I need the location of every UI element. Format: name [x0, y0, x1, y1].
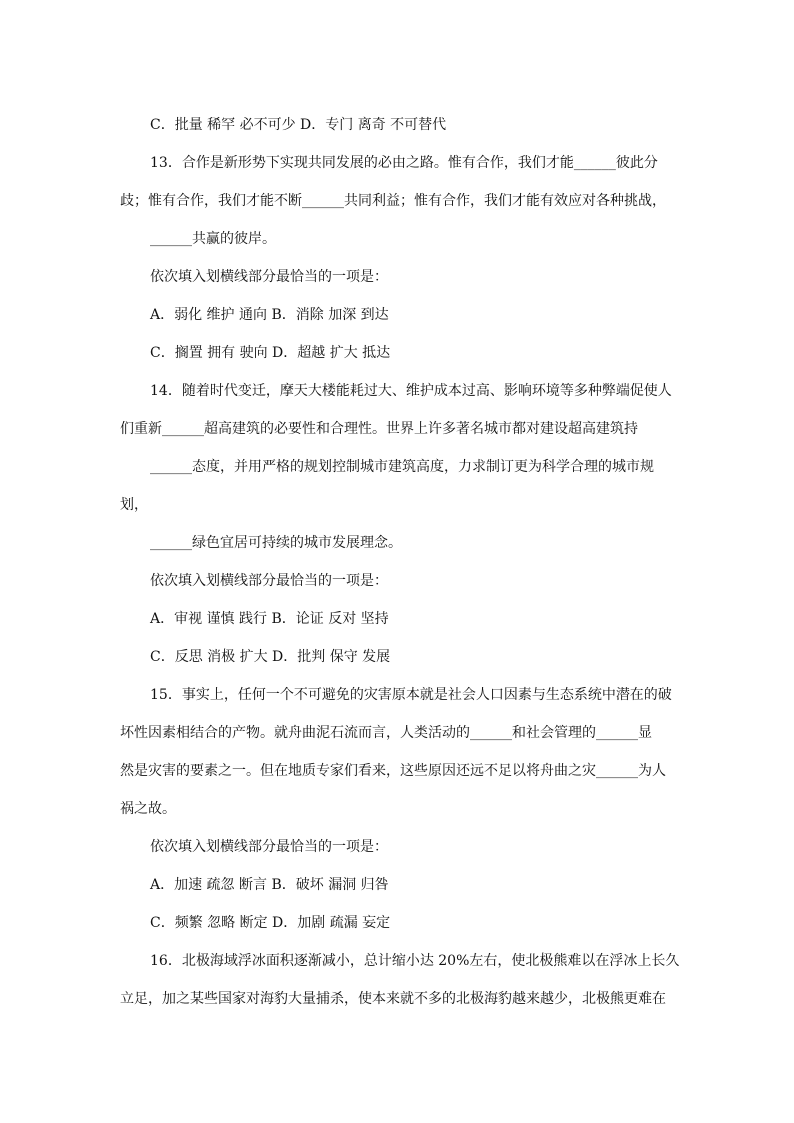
q14-stem-line-4: 划， [120, 497, 148, 513]
q15-stem-line-1: 15．事实上，任何一个不可避免的灾害原本就是社会人口因素与生态系统中潜在的破 [150, 687, 672, 703]
q16-stem-line-1: 16．北极海域浮冰面积逐渐减小，总计缩小达 20%左右，使北极熊难以在浮冰上长久 [150, 953, 680, 969]
q13-options-a-b: A．弱化 维护 通向 B．消除 加深 到达 [150, 307, 389, 323]
q13-options-c-d: C．搁置 拥有 驶向 D．超越 扩大 抵达 [150, 345, 391, 361]
q15-stem-line-3: 然是灾害的要素之一。但在地质专家们看来，这些原因还远不足以将舟曲之灾______为人 [120, 763, 666, 779]
q15-options-c-d: C．频繁 忽略 断定 D．加剧 疏漏 妄定 [150, 915, 391, 931]
q12-options-c-d: C．批量 稀罕 必不可少 D．专门 离奇 不可替代 [150, 117, 447, 133]
q14-stem-line-2: 们重新______超高建筑的必要性和合理性。世界上许多著名城市都对建设超高建筑持 [120, 421, 638, 437]
q14-options-c-d: C．反思 消极 扩大 D．批判 保守 发展 [150, 649, 391, 665]
q14-stem-line-1: 14．随着时代变迁，摩天大楼能耗过大、维护成本过高、影响环境等多种弊端促使人 [150, 383, 672, 399]
q14-options-a-b: A．审视 谨慎 践行 B．论证 反对 坚持 [150, 611, 389, 627]
q13-stem-line-2: 歧；惟有合作，我们才能不断______共同利益；惟有合作，我们才能有效应对各种挑战， [120, 193, 666, 209]
q15-instruction: 依次填入划横线部分最恰当的一项是： [150, 839, 388, 855]
q15-stem-line-2: 坏性因素相结合的产物。就舟曲泥石流而言，人类活动的______和社会管理的______显 [120, 725, 652, 741]
q14-instruction: 依次填入划横线部分最恰当的一项是： [150, 573, 388, 589]
q13-stem-line-3: ______共赢的彼岸。 [150, 231, 276, 247]
q15-stem-line-4: 祸之故。 [120, 801, 176, 817]
document-page [0, 106, 794, 1018]
q14-stem-line-5: ______绿色宜居可持续的城市发展理念。 [150, 535, 402, 551]
q14-stem-line-3: ______态度，并用严格的规划控制城市建筑高度，力求制订更为科学合理的城市规 [150, 459, 654, 475]
q13-stem-line-1: 13．合作是新形势下实现共同发展的必由之路。惟有合作，我们才能______彼此分 [150, 155, 658, 171]
q13-instruction: 依次填入划横线部分最恰当的一项是： [150, 269, 388, 285]
q16-stem-line-2: 立足，加之某些国家对海豹大量捕杀，使本来就不多的北极海豹越来越少，北极熊更难在 [120, 991, 666, 1007]
q15-options-a-b: A．加速 疏忽 断言 B．破坏 漏洞 归咎 [150, 877, 389, 893]
